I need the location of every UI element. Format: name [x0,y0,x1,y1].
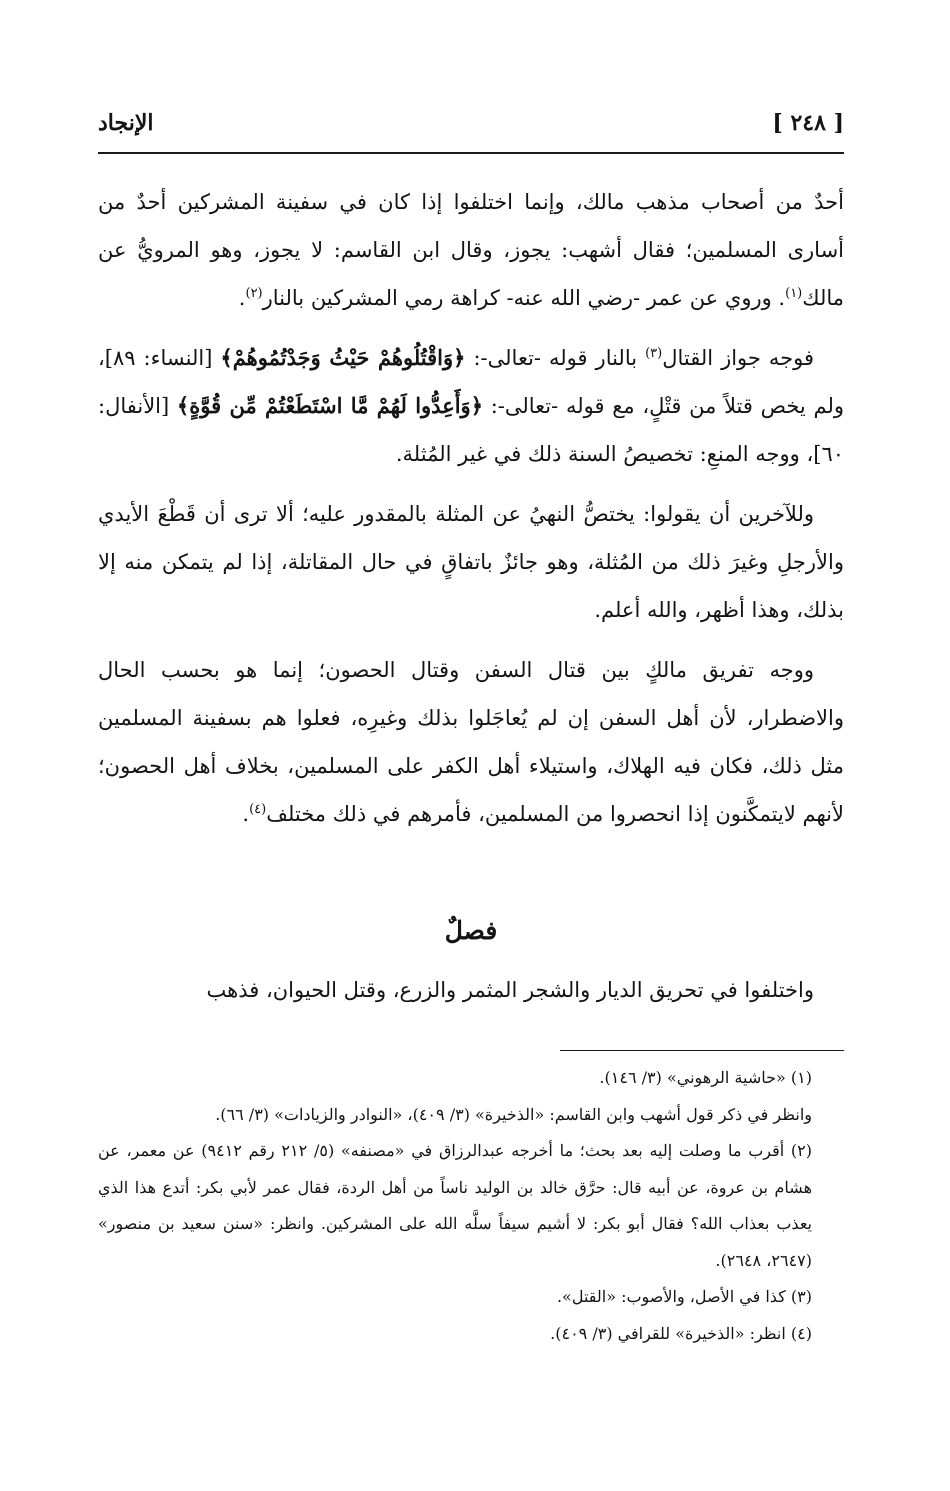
paragraph-2-text-2: بالنار قوله -تعالى-: [465,346,646,370]
footnotes [98,1060,844,1352]
paragraph-4-end: . [242,802,250,826]
footnote-rule [560,1050,844,1051]
header-rule [98,152,844,154]
footnote-ref-4: (٤) [249,802,267,817]
footnote-ref-3: (٣) [645,346,663,361]
section-paragraph: واختلفوا في تحريق الديار والشجر المثمر والزرع، وقتل الحيوان، فذهب [206,978,814,1002]
page-header [98,110,844,150]
quran-verse-1: ﴿وَاقْتُلُوهُمْ حَيْثُ وَجَدْتُمُوهُمْ﴾ [220,345,466,370]
paragraph-2-text: فوجه جواز القتال [662,346,815,370]
footnote-1-continued: وانظر في ذكر قول أشهب وابن القاسم: «الذخيرة» (٣/ ٤٠٩)، «النوادر والزيادات» (٣/ ٦٦). [215,1104,812,1124]
footnote-ref-1: (١) [785,286,803,301]
quran-verse-2: ﴿وَأَعِدُّوا لَهُمْ مَّا اسْتَطَعْتُمْ مِّن قُوَّةٍ﴾ [176,393,483,418]
paragraph-1-text: أحدٌ من أصحاب مذهب مالك، وإنما اختلفوا إذا كان في سفينة المشركين أحدٌ من أسارى المسلمين؛ فقال أشهب: يجوز، وقال ابن القاسم: لا يجوز، وهو المرويُّ عن مالك [98,190,844,310]
paragraph-4-text: ووجه تفريق مالكٍ بين قتال السفن وقتال الحصون؛ إنما هو بحسب الحال والاضطرار، لأن أهل السفن إن لم يُعاجَلوا بذلك وغيرِه، فعلوا هم بسفينة المسلمين مثل ذلك، فكان فيه الهلاك، واستيلاء أهل الكفر على المسلمين، بخلاف أهل الحصون؛ لأنهم لايتمكَّنون إذا انحصروا من المسلمين، فأمرهم في ذلك مختلف [98,658,844,826]
main-text [98,178,844,850]
paragraph-1-text-2: . وروي عن عمر -رضي الله عنه- كراهة رمي المشركين بالنار [262,286,786,310]
paragraph-1 [98,178,844,322]
section-heading: فصلٌ [444,916,498,945]
footnote-4: (٤) انظر: «الذخيرة» للقرافي (٣/ ٤٠٩). [550,1323,812,1343]
paragraph-1-end: . [238,286,246,310]
paragraph-2-text-3: [النساء: ٨٩]، ولم يخص قتلاً من قتْلٍ، مع قوله -تعالى-: [98,346,844,418]
running-title: الإنجاد [98,110,154,136]
footnote-1: (١) «حاشية الرهوني» (٣/ ١٤٦). [599,1068,812,1087]
paragraph-2-text-4: [الأنفال: ٦٠]، ووجه المنعِ: تخصيصُ السنة ذلك في غير المُثلة. [98,394,844,466]
footnote-2: (٢) أقرب ما وصلت إليه بعد بحث؛ ما أخرجه عبدالرزاق في «مصنفه» (٥/ ٢١٢ رقم ٩٤١٢) عن معمر، عن هشام بن عروة، عن أبيه قال: حرَّق خالد بن الوليد ناساً من أهل الردة، فقال عمر لأبي بكر: أتدع هذا الذي يعذب بعذاب الله؟ فقال أبو بكر: لا أشيم سيفاً سلَّه الله على المشركين. وانظر: «سنن سعيد بن منصور» (٢٦٤٧، ٢٦٤٨). [98,1141,813,1270]
paragraph-4 [98,646,844,838]
footnote-ref-2: (٢) [245,286,263,301]
paragraph-2 [98,334,844,478]
footnote-3: (٣) كذا في الأصل، والأصوب: «القتل». [556,1287,812,1306]
page-number: [ ٢٤٨ ] [772,110,844,136]
paragraph-3: وللآخرين أن يقولوا: يختصُّ النهيُ عن المثلة بالمقدور عليه؛ ألا ترى أن قَطْعَ الأيدي والأرجلِ وغيرَ ذلك من المُثلة، وهو جائزٌ باتفاقٍ في حال المقاتلة، إذا لم يتمكن منه إلا بذلك، وهذا أظهر، والله أعلم. [98,502,844,622]
